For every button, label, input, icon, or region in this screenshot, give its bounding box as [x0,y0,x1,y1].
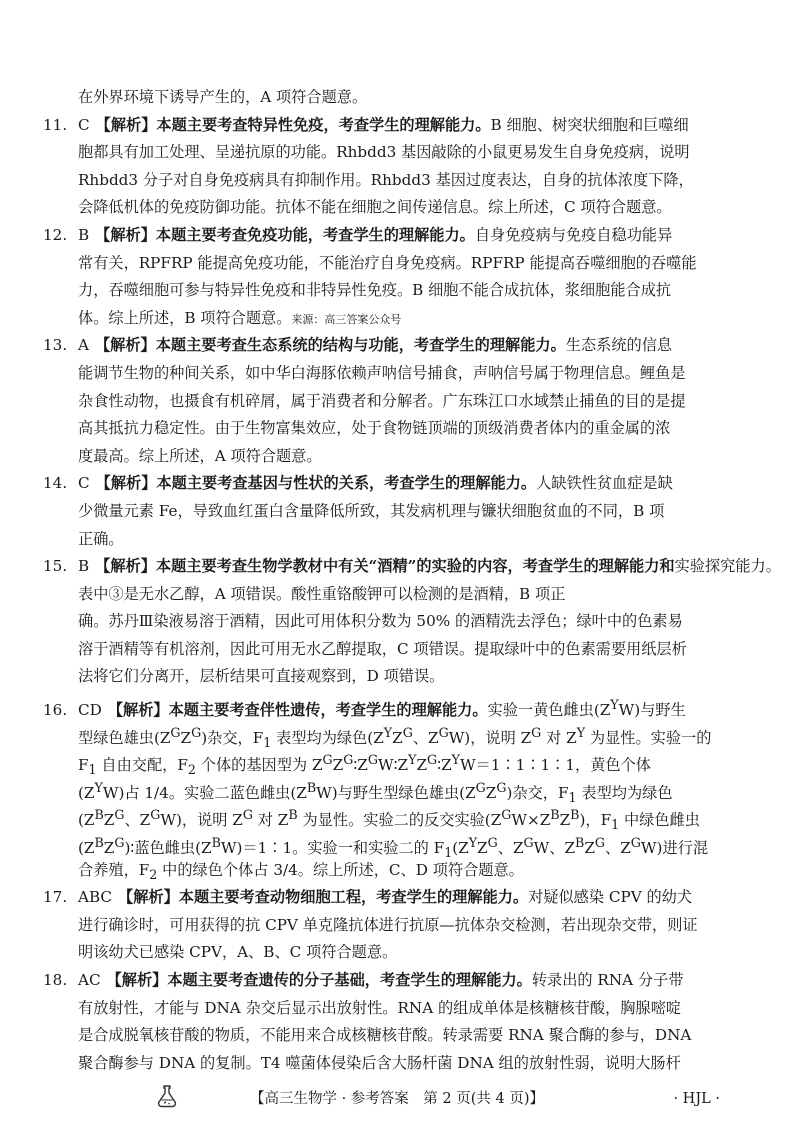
analysis-text: 对疑似感染 CPV 的幼犬 [528,888,693,907]
answer-line: $(Z^BZ^G)∶$蓝色雌虫$(Z^BW)=1∶1$。实验一和实验二的 $F_1(Z^YZ^G$、$Z^GW$、$Z^BZ^G$、$Z^GW$)进行混 [78,835,709,861]
analysis-text: 人缺铁性贫血症是缺 [536,474,673,493]
answer-line: 聚合酶参与 DNA 的复制。T4 噬菌体侵染后含大肠杆菌 DNA 组的放射性弱，说明大肠杆 [78,1053,681,1072]
answer-line: 能调节生物的种间关系，如中华白海豚依赖声呐信号捕食，声呐信号属于物理信息。鲤鱼是 [78,363,686,382]
answer-line: $F_1$ 自由交配，$F_2$ 个体的基因型为 $Z^GZ^G∶Z^GW∶Z^YZ^G∶Z^YW=1∶1∶1∶1$，黄色个体 [78,752,651,778]
answer-line: 常有关，RPFRP 能提高免疫功能，不能治疗自身免疫病。RPFRP 能提高吞噬细胞的吞噬能 [78,253,697,272]
answer-line: 明该幼犬已感染 CPV，A、B、C 项符合题意。 [78,943,398,962]
footer-code: · HJL · [673,1091,720,1107]
analysis-tag: 【解析】 [95,225,156,244]
item-answer: C [78,474,90,493]
answer-line [43,553,781,581]
answer-line: 确。苏丹Ⅲ染液易溶于酒精，因此可用体积分数为 50% 的酒精洗去浮色；绿叶中的色素易 [78,612,683,631]
answer-line: 胞都具有加工处理、呈递抗原的功能。Rhbdd3 基因敲除的小鼠更易发生自身免疫病，说明 [78,143,690,162]
answer-line: Rhbdd3 分子对自身免疫病具有抑制作用。Rhbdd3 基因过度表达，自身的抗体浓度下降， [78,170,694,189]
item-answer: A [78,336,89,355]
analysis-text: B 细胞、树突状细胞和巨噬细 [490,115,689,134]
answer-line [43,967,724,995]
analysis-tag: 【解析】 [95,474,157,493]
item-answer: B [78,557,90,576]
answer-line: 少微量元素 Fe，导致血红蛋白含量降低所致，其发病机理与镰状细胞贫血的不同，B 项 [78,501,665,520]
answer-item [43,222,724,332]
answer-line [43,691,724,719]
analysis-focus: 本题主要考查生物学教材中有关“酒精”的实验的内容，考查学生的理解能力和 [155,557,675,576]
item-number: 11. [43,115,68,134]
item-answer: CD [78,701,102,720]
answer-line: 度最高。综上所述，A 项符合题意。 [78,446,322,465]
answer-line: 进行确诊时，可用获得的抗 CPV 单克隆抗体进行抗原—抗体杂交检测，若出现杂交带，则证 [78,915,698,934]
analysis-tag: 【解析】 [95,115,157,134]
analysis-text: 转录出的 RNA 分子带 [531,971,684,989]
item-number: 16. [43,701,68,720]
answer-line: 杂食性动物，也摄食有机碎屑，属于消费者和分解者。广东珠江口水域禁止捕鱼的目的是提 [78,391,686,410]
analysis-focus: 本题主要考查特异性免疫，考查学生的理解能力。 [156,115,491,134]
analysis-focus: 本题主要考查免疫功能，考查学生的理解能力。 [155,225,475,244]
analysis-tag: 【解析】 [95,557,156,576]
item-number: 18. [43,971,68,989]
answer-line: 有放射性，才能与 DNA 杂交后显示出放射性。RNA 的组成单体是核糖核苷酸，胸腺嘧啶 [78,998,681,1017]
answer-line: 表中③是无水乙醇，A 项错误。酸性重铬酸钾可以检测的是酒精，B 项正 [78,584,566,603]
answer-line: 力，吞噬细胞可参与特异性免疫和非特异性免疫。B 细胞不能合成抗体，浆细胞能合成抗 [78,281,672,300]
answer-line: 法将它们分离开，层析结果可直接观察到，D 项错误。 [78,667,445,686]
answer-line: 高其抵抗力稳定性。由于生物富集效应，处于食物链顶端的顶级消费者体内的重金属的浓 [78,419,671,438]
source-note: 来源：高三答案公众号 [291,312,402,326]
answer-content [43,84,781,1077]
answer-line [43,470,724,498]
answer-line: 会降低机体的免疫防御功能。抗体不能在细胞之间传递信息。综上所述，C 项符合题意。 [78,198,672,217]
answer-item [43,691,724,884]
answer-line: ($Z^BZ^G$、$Z^GW$)，说明 $Z^G$ 对 $Z^B$ 为显性。实验二的反交实验$(Z^GW\times Z^BZ^B)$，$F_1$ 中绿色雌虫 [78,807,700,833]
answer-line: 是合成脱氧核苷酸的物质，不能用来合成核糖核苷酸。转录需要 RNA 聚合酶的参与，DNA [78,1026,692,1045]
answer-item [43,332,724,470]
analysis-focus: 本题主要考查生态系统的结构与功能，考查学生的理解能力。 [155,336,566,355]
item-answer: B [78,225,90,244]
answer-item [43,884,724,967]
answer-line: 型绿色雄虫$(Z^GZ^G)$杂交，$F_1$ 表型均为绿色($Z^YZ^G$、$Z^GW$)，说明 $Z^G$ 对 $Z^Y$ 为显性。实验一的 [78,724,712,750]
answer-line: 体。综上所述，B 项符合题意。来源：高三答案公众号 [78,308,402,327]
analysis-tag: 【解析】 [106,971,168,989]
item-answer: AC [78,971,101,989]
item-number: 13. [43,336,68,355]
answer-line: 合养殖，$F_2$ 中的绿色个体占 3/4。综上所述，C、D 项符合题意。 [78,860,524,882]
answer-line: 溶于酒精等有机溶剂，因此可用无水乙醇提取，C 项错误。提取绿叶中的色素需要用纸层析 [78,639,687,658]
answer-line: 正确。 [78,529,124,548]
item-number: 12. [43,225,68,244]
analysis-text: 实验一黄色雌虫$(Z^YW)$与野生 [487,697,686,720]
answer-item [43,470,724,553]
analysis-text: 生态系统的信息 [565,336,673,355]
footer-page-label: 【高三生物学 · 参考答案 第 2 页(共 4 页)】 [249,1091,545,1107]
analysis-focus: 本题主要考查遗传的分子基础，考查学生的理解能力。 [167,971,532,989]
answer-line: $(Z^YW)$占 1/4。实验二蓝色雌虫$(Z^BW)$与野生型绿色雄虫$(Z^GZ^G)$杂交，$F_1$ 表型均为绿色 [78,779,673,805]
analysis-focus: 本题主要考查伴性遗传，考查学生的理解能力。 [168,701,488,720]
analysis-focus: 本题主要考查基因与性状的关系，考查学生的理解能力。 [156,474,537,493]
text-line: 在外界环境下诱导产生的，A 项符合题意。 [78,88,368,106]
page-footer [0,1082,794,1112]
analysis-tag: 【解析】 [118,888,179,907]
analysis-tag: 【解析】 [107,701,169,720]
answer-line [43,884,724,912]
answer-item [43,112,724,222]
item-answer: C [78,115,90,134]
answer-line [43,332,724,360]
answer-line [43,222,724,250]
item-number: 17. [43,888,68,907]
analysis-text: 实验探究能力。 [674,557,781,576]
analysis-focus: 本题主要考查动物细胞工程，考查学生的理解能力。 [178,888,529,907]
item-answer: ABC [78,888,113,907]
answer-item [43,967,724,1077]
analysis-tag: 【解析】 [94,336,156,355]
answer-item [43,553,781,691]
answer-line [43,112,724,140]
analysis-text: 自身免疫病与免疫自稳功能异 [474,225,673,244]
item-number: 14. [43,474,68,493]
item-number: 15. [43,557,68,576]
